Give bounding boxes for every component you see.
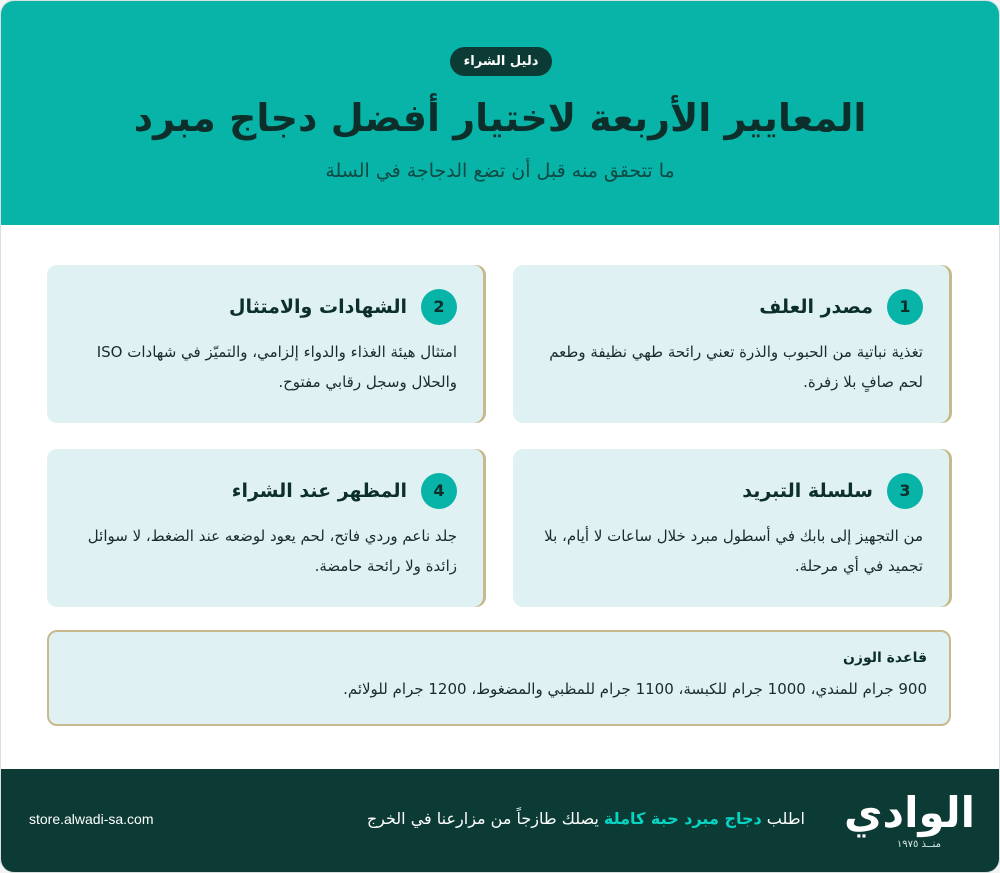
criterion-number: 4 [421, 473, 457, 509]
criterion-body: امتثال هيئة الغذاء والدواء إلزامي، والتميّز في شهادات ISO والحلال وسجل رقابي مفتوح. [96, 343, 457, 391]
weight-rule-title: قاعدة الوزن [842, 650, 927, 666]
criterion-card-cold-chain [513, 449, 949, 607]
criterion-number: 1 [887, 289, 923, 325]
criterion-card-certifications [47, 265, 483, 423]
guide-badge: دليل الشراء [450, 47, 552, 76]
logo-wordmark: الوادي [844, 788, 975, 837]
footer-bar [1, 769, 999, 872]
alwadi-logo [825, 785, 975, 855]
criterion-title: مصدر العلف [759, 296, 873, 318]
weight-rule-box [47, 630, 951, 726]
logo-since-text: منــذ ١٩٧٥ [896, 839, 941, 850]
cta-text-after: يصلك طازجاً من مزارعنا في الخرج [366, 809, 604, 828]
criterion-card-appearance [47, 449, 483, 607]
criterion-title: سلسلة التبريد [742, 480, 873, 502]
store-url-link[interactable]: store.alwadi-sa.com [29, 811, 154, 827]
criterion-number: 2 [421, 289, 457, 325]
criterion-body: من التجهيز إلى بابك في أسطول مبرد خلال ساعات لا أيام، بلا تجميد في أي مرحلة. [544, 527, 923, 575]
criterion-title: المظهر عند الشراء [231, 480, 407, 502]
criterion-body: تغذية نباتية من الحبوب والذرة تعني رائحة طهي نظيفة وطعم لحم صافٍ بلا زفرة. [549, 343, 923, 391]
cta-highlight: دجاج مبرد حبة كاملة [603, 809, 762, 828]
page-subtitle: ما تتحقق منه قبل أن تضع الدجاجة في السلة [325, 160, 675, 182]
page-title: المعايير الأربعة لاختيار أفضل دجاج مبرد [133, 96, 867, 140]
weight-rule-body: 900 جرام للمندي، 1000 جرام للكبسة، 1100 جرام للمظبي والمضغوط، 1200 جرام للولائم. [343, 680, 927, 698]
cta-text-before: اطلب [761, 809, 805, 828]
header-banner [1, 1, 999, 225]
criterion-number: 3 [887, 473, 923, 509]
order-cta[interactable] [367, 809, 805, 828]
criterion-card-feed [513, 265, 949, 423]
criterion-body: جلد ناعم وردي فاتح، لحم يعود لوضعه عند الضغط، لا سوائل زائدة ولا رائحة حامضة. [87, 527, 457, 575]
criterion-title: الشهادات والامتثال [229, 296, 407, 318]
